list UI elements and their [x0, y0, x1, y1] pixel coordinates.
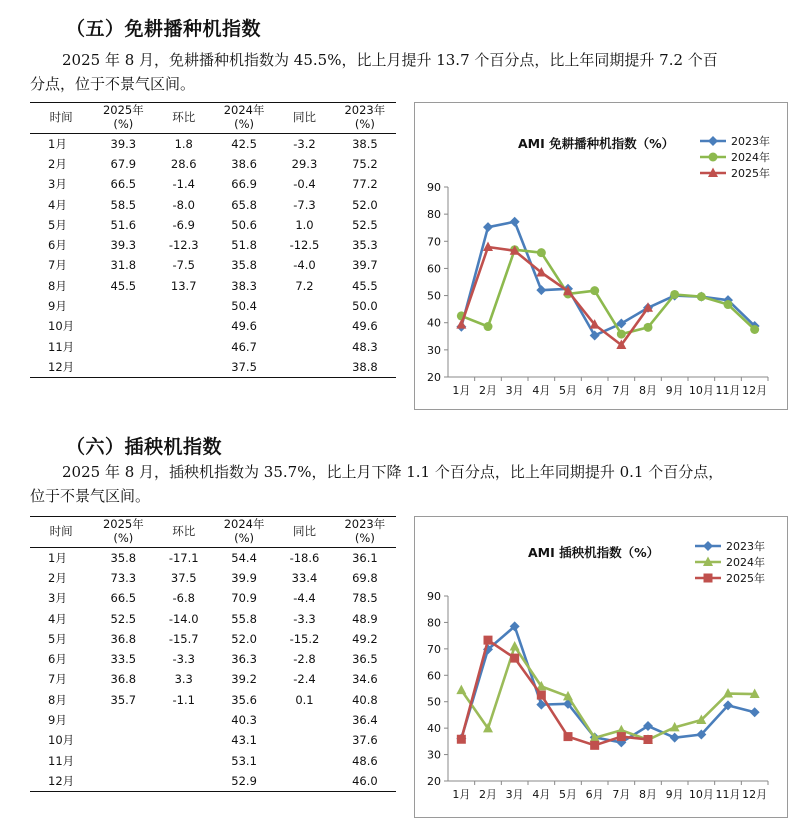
- value-cell: -6.9: [172, 217, 195, 232]
- month-cell: 3月: [48, 591, 67, 606]
- data-point: [456, 319, 466, 329]
- value-cell: 40.8: [352, 692, 378, 707]
- legend-label: 2023年: [726, 540, 765, 553]
- value-cell: 45.5: [110, 278, 137, 293]
- table-row: [30, 588, 396, 608]
- value-cell: 66.9: [231, 177, 257, 192]
- value-cell: -3.3: [172, 652, 195, 667]
- table-row: [30, 154, 396, 174]
- value-cell: 7.2: [295, 278, 314, 293]
- data-point: [590, 741, 599, 750]
- y-tick-label: 40: [427, 316, 441, 330]
- column-header: [275, 103, 334, 134]
- value-cell: 58.5: [110, 197, 137, 212]
- x-tick-label: 5月: [559, 788, 577, 801]
- y-tick-label: 60: [427, 262, 441, 276]
- column-header-label: 2023年: [344, 103, 386, 117]
- table-row: [30, 357, 396, 377]
- data-point: [590, 286, 599, 295]
- value-cell: [275, 296, 334, 316]
- data-point: [704, 574, 713, 583]
- x-tick-label: 8月: [639, 384, 657, 397]
- column-header-unit: (%): [354, 117, 375, 131]
- value-cell: -17.1: [168, 550, 199, 565]
- table-row: [30, 649, 396, 669]
- x-tick-label: 11月: [715, 788, 741, 801]
- value-cell: 39.9: [231, 570, 257, 585]
- month-cell: 12月: [30, 357, 92, 377]
- y-tick-label: 40: [427, 722, 441, 736]
- value-cell: 48.3: [352, 339, 378, 354]
- section-title-rice-transplanter: （六）插秧机指数: [66, 436, 223, 458]
- month-cell: 8月: [48, 692, 67, 707]
- table-row: [30, 568, 396, 588]
- value-cell: 39.2: [231, 672, 257, 687]
- series-line: [461, 626, 754, 742]
- data-point: [457, 735, 466, 744]
- month-cell: 6月: [48, 238, 67, 253]
- x-tick-label: 5月: [559, 384, 577, 397]
- month-cell: 1月: [48, 136, 67, 151]
- value-cell: 48.6: [352, 753, 378, 768]
- value-cell: 38.3: [231, 278, 257, 293]
- value-cell: 66.5: [110, 591, 137, 606]
- x-tick-label: 2月: [479, 384, 497, 397]
- value-cell: 40.3: [231, 713, 257, 728]
- value-cell: 37.6: [352, 733, 378, 748]
- value-cell: 50.0: [352, 299, 378, 314]
- rice-transplanter-index-table: [30, 516, 396, 792]
- value-cell: -18.6: [289, 550, 320, 565]
- column-header-label: 时间: [49, 524, 73, 538]
- value-cell: -4.4: [293, 591, 316, 606]
- y-tick-label: 20: [427, 775, 441, 788]
- y-tick-label: 50: [427, 289, 441, 303]
- value-cell: -7.5: [172, 258, 195, 273]
- value-cell: 69.8: [352, 570, 378, 585]
- value-cell: -8.0: [172, 197, 195, 212]
- data-point: [697, 292, 706, 301]
- value-cell: -15.2: [289, 631, 320, 646]
- month-cell: 5月: [48, 217, 67, 232]
- data-point: [483, 222, 493, 232]
- column-header: [30, 517, 92, 548]
- month-cell: 4月: [48, 611, 67, 626]
- table-row: [30, 134, 396, 154]
- value-cell: [275, 710, 334, 730]
- table-row: [30, 316, 396, 336]
- month-cell: 10月: [48, 319, 75, 334]
- y-tick-label: 90: [427, 590, 441, 603]
- value-cell: -1.4: [172, 177, 195, 192]
- value-cell: [92, 750, 154, 770]
- value-cell: 36.8: [110, 631, 137, 646]
- value-cell: [154, 316, 213, 336]
- month-cell: 7月: [48, 672, 67, 687]
- x-tick-label: 6月: [585, 384, 604, 397]
- data-point: [456, 685, 466, 695]
- x-tick-label: 12月: [742, 788, 768, 801]
- value-cell: [275, 771, 334, 791]
- table-row: [30, 710, 396, 730]
- value-cell: 46.0: [334, 771, 396, 791]
- column-header-label: 2025年: [102, 103, 144, 117]
- rice-transplanter-chart: [414, 516, 788, 818]
- column-header-unit: (%): [113, 117, 134, 131]
- value-cell: 35.3: [352, 238, 378, 253]
- value-cell: [275, 336, 334, 356]
- value-cell: 51.6: [110, 217, 137, 232]
- value-cell: [92, 316, 154, 336]
- column-header: [275, 517, 334, 548]
- value-cell: 77.2: [352, 177, 378, 192]
- value-cell: 34.6: [352, 672, 378, 687]
- value-cell: [154, 710, 213, 730]
- x-tick-label: 10月: [688, 788, 714, 801]
- x-tick-label: 9月: [665, 788, 684, 801]
- value-cell: [92, 771, 154, 791]
- value-cell: 67.9: [110, 156, 137, 171]
- column-header-label: 同比: [292, 110, 316, 124]
- column-header: [334, 517, 396, 548]
- value-cell: 52.5: [110, 611, 137, 626]
- chart-title: AMI 免耕播种机指数（%）: [518, 136, 675, 151]
- value-cell: 65.8: [231, 197, 257, 212]
- y-tick-label: 80: [427, 616, 441, 630]
- x-tick-label: 6月: [585, 788, 604, 801]
- table-row: [30, 669, 396, 689]
- value-cell: 36.1: [352, 550, 378, 565]
- value-cell: 46.7: [231, 339, 257, 354]
- column-header-label: 同比: [292, 524, 316, 538]
- month-cell: 8月: [48, 278, 67, 293]
- value-cell: 53.1: [231, 753, 257, 768]
- y-tick-label: 20: [427, 371, 441, 384]
- x-tick-label: 10月: [688, 384, 714, 397]
- column-header: [92, 517, 154, 548]
- value-cell: -7.3: [293, 197, 316, 212]
- table-row: [30, 771, 396, 791]
- value-cell: 1.8: [174, 136, 193, 151]
- value-cell: 0.1: [295, 692, 314, 707]
- month-cell: 9月: [48, 299, 67, 314]
- month-cell: 3月: [48, 177, 67, 192]
- table-row: [30, 296, 396, 316]
- series-line: [461, 250, 754, 334]
- value-cell: 45.5: [352, 278, 378, 293]
- value-cell: -14.0: [168, 611, 199, 626]
- value-cell: 13.7: [170, 278, 197, 293]
- column-header-label: 环比: [172, 110, 196, 124]
- value-cell: 73.3: [110, 570, 137, 585]
- data-point: [484, 322, 493, 331]
- month-cell: 11月: [48, 339, 75, 354]
- value-cell: 52.5: [352, 217, 378, 232]
- column-header-label: 环比: [172, 524, 196, 538]
- value-cell: 70.9: [231, 591, 257, 606]
- value-cell: -0.4: [293, 177, 316, 192]
- value-cell: 35.7: [110, 692, 137, 707]
- x-tick-label: 11月: [715, 384, 741, 397]
- value-cell: [154, 336, 213, 356]
- value-cell: -12.3: [168, 238, 199, 253]
- table-row: [30, 730, 396, 750]
- legend-label: 2023年: [731, 135, 770, 148]
- column-header-unit: (%): [113, 531, 134, 545]
- month-cell: 4月: [48, 197, 67, 212]
- x-tick-label: 4月: [532, 788, 551, 801]
- column-header: [154, 103, 213, 134]
- data-point: [564, 732, 573, 741]
- x-tick-label: 2月: [479, 788, 497, 801]
- value-cell: -2.8: [293, 652, 316, 667]
- column-header-label: 2024年: [223, 103, 265, 117]
- data-point: [708, 136, 718, 146]
- paragraph-no-till-seeder: [30, 48, 790, 96]
- value-cell: 33.5: [110, 652, 137, 667]
- value-cell: 52.0: [352, 197, 378, 212]
- value-cell: [92, 357, 154, 377]
- x-tick-label: 7月: [612, 384, 631, 397]
- value-cell: 43.1: [231, 733, 257, 748]
- y-tick-label: 80: [427, 208, 441, 222]
- no-till-seeder-line-chart: [415, 103, 787, 409]
- value-cell: 29.3: [291, 156, 318, 171]
- value-cell: [92, 296, 154, 316]
- value-cell: [154, 750, 213, 770]
- month-cell: 5月: [48, 631, 67, 646]
- value-cell: 38.6: [231, 156, 257, 171]
- value-cell: 75.2: [352, 156, 378, 171]
- x-tick-label: 3月: [505, 788, 524, 801]
- x-tick-label: 7月: [612, 788, 631, 801]
- value-cell: 33.4: [291, 570, 318, 585]
- value-cell: [275, 357, 334, 377]
- month-cell: 2月: [48, 570, 67, 585]
- data-point: [709, 153, 718, 162]
- table-row: [30, 235, 396, 255]
- table-row: [30, 215, 396, 235]
- value-cell: [92, 336, 154, 356]
- paragraph-line: 分点，位于不景气区间。: [30, 75, 196, 93]
- y-tick-label: 50: [427, 695, 441, 709]
- no-till-seeder-index-table: [30, 102, 396, 378]
- table-row: [30, 548, 396, 568]
- data-point: [750, 707, 760, 717]
- data-point: [644, 735, 653, 744]
- column-header: [92, 103, 154, 134]
- data-point: [617, 732, 626, 741]
- value-cell: 55.8: [231, 611, 257, 626]
- value-cell: 52.9: [213, 771, 275, 791]
- legend-label: 2024年: [726, 556, 765, 569]
- data-point: [536, 285, 546, 295]
- table-row: [30, 276, 396, 296]
- month-cell: 9月: [48, 713, 67, 728]
- column-header: [334, 103, 396, 134]
- value-cell: -15.7: [168, 631, 199, 646]
- value-cell: 31.8: [110, 258, 137, 273]
- value-cell: 50.4: [231, 299, 257, 314]
- x-tick-label: 3月: [505, 384, 524, 397]
- data-point: [703, 541, 713, 551]
- data-point: [537, 248, 546, 257]
- table-row: [30, 336, 396, 356]
- x-tick-label: 4月: [532, 384, 551, 397]
- column-header: [30, 103, 92, 134]
- value-cell: 51.8: [231, 238, 257, 253]
- value-cell: [154, 357, 213, 377]
- month-cell: 11月: [48, 753, 75, 768]
- data-point: [510, 654, 519, 663]
- y-tick-label: 60: [427, 669, 441, 683]
- value-cell: [154, 771, 213, 791]
- data-point: [644, 323, 653, 332]
- value-cell: 38.5: [352, 136, 378, 151]
- month-cell: 7月: [48, 258, 67, 273]
- column-header-unit: (%): [234, 531, 255, 545]
- value-cell: 39.7: [352, 258, 378, 273]
- value-cell: [275, 730, 334, 750]
- month-cell: 12月: [30, 771, 92, 791]
- data-point: [724, 300, 733, 309]
- value-cell: 49.6: [352, 319, 378, 334]
- value-cell: 39.3: [110, 136, 137, 151]
- table-row: [30, 629, 396, 649]
- value-cell: 37.5: [213, 357, 275, 377]
- value-cell: 37.5: [170, 570, 197, 585]
- data-point: [510, 217, 520, 227]
- legend-label: 2025年: [731, 167, 770, 180]
- section-title-no-till-seeder: （五）免耕播种机指数: [66, 18, 262, 40]
- value-cell: [154, 296, 213, 316]
- table-header-row: [30, 517, 396, 548]
- y-tick-label: 30: [427, 343, 441, 357]
- table-row: [30, 255, 396, 275]
- table-row: [30, 174, 396, 194]
- y-tick-label: 70: [427, 235, 441, 249]
- value-cell: 28.6: [170, 156, 197, 171]
- value-cell: -2.4: [293, 672, 316, 687]
- data-point: [750, 325, 759, 334]
- value-cell: 1.0: [295, 217, 314, 232]
- value-cell: 35.6: [231, 692, 257, 707]
- data-point: [617, 330, 626, 339]
- data-point: [670, 290, 679, 299]
- y-tick-label: 70: [427, 642, 441, 656]
- x-tick-label: 8月: [639, 788, 657, 801]
- value-cell: -6.8: [172, 591, 195, 606]
- x-tick-label: 1月: [452, 384, 471, 397]
- value-cell: -3.3: [293, 611, 316, 626]
- value-cell: [154, 730, 213, 750]
- value-cell: 3.3: [174, 672, 193, 687]
- column-header: [154, 517, 213, 548]
- y-tick-label: 90: [427, 181, 441, 194]
- legend-label: 2025年: [726, 572, 765, 585]
- data-point: [510, 641, 520, 651]
- column-header-unit: (%): [234, 117, 255, 131]
- value-cell: 78.5: [352, 591, 378, 606]
- table-row: [30, 194, 396, 214]
- x-tick-label: 12月: [742, 384, 768, 397]
- value-cell: [275, 316, 334, 336]
- column-header-label: 2025年: [102, 517, 144, 531]
- chart-title: AMI 插秧机指数（%）: [528, 545, 660, 560]
- table-header-row: [30, 103, 396, 134]
- value-cell: 35.8: [110, 550, 137, 565]
- column-header-label: 2024年: [223, 517, 265, 531]
- value-cell: 35.8: [231, 258, 257, 273]
- value-cell: 48.9: [352, 611, 378, 626]
- value-cell: 36.4: [352, 713, 378, 728]
- value-cell: -3.2: [293, 136, 316, 151]
- month-cell: 2月: [48, 156, 67, 171]
- value-cell: 38.8: [334, 357, 396, 377]
- paragraph-line: 位于不景气区间。: [30, 487, 151, 505]
- column-header-unit: (%): [354, 531, 375, 545]
- value-cell: 42.5: [231, 136, 257, 151]
- paragraph-line: 2025 年 8 月，插秧机指数为 35.7%，比上月下降 1.1 个百分点，比上年同期提升 0.1 个百分点，: [62, 463, 724, 481]
- column-header: [213, 103, 275, 134]
- value-cell: 52.0: [231, 631, 257, 646]
- month-cell: 10月: [48, 733, 75, 748]
- no-till-seeder-chart: [414, 102, 788, 410]
- value-cell: 54.4: [231, 550, 257, 565]
- value-cell: -1.1: [172, 692, 195, 707]
- value-cell: 50.6: [231, 217, 257, 232]
- value-cell: 49.2: [352, 631, 378, 646]
- data-point: [670, 733, 680, 743]
- value-cell: [92, 730, 154, 750]
- paragraph-line: 2025 年 8 月，免耕播种机指数为 45.5%，比上月提升 13.7 个百分点，比上年同期提升 7.2 个百: [62, 51, 718, 69]
- x-tick-label: 1月: [452, 788, 471, 801]
- column-header: [213, 517, 275, 548]
- value-cell: [275, 750, 334, 770]
- table-row: [30, 690, 396, 710]
- value-cell: 36.3: [231, 652, 257, 667]
- value-cell: 39.3: [110, 238, 137, 253]
- x-tick-label: 9月: [665, 384, 684, 397]
- data-point: [590, 330, 600, 340]
- value-cell: [92, 710, 154, 730]
- data-point: [537, 691, 546, 700]
- data-point: [484, 636, 493, 645]
- column-header-label: 2023年: [344, 517, 386, 531]
- y-tick-label: 30: [427, 748, 441, 762]
- value-cell: -12.5: [289, 238, 320, 253]
- table-row: [30, 750, 396, 770]
- value-cell: -4.0: [293, 258, 316, 273]
- value-cell: 66.5: [110, 177, 137, 192]
- column-header-label: 时间: [49, 110, 73, 124]
- paragraph-rice-transplanter: [30, 460, 790, 508]
- value-cell: 36.5: [352, 652, 378, 667]
- value-cell: 49.6: [231, 319, 257, 334]
- month-cell: 6月: [48, 652, 67, 667]
- month-cell: 1月: [48, 550, 67, 565]
- legend-label: 2024年: [731, 151, 770, 164]
- table-row: [30, 608, 396, 628]
- rice-transplanter-line-chart: [415, 517, 787, 817]
- value-cell: 36.8: [110, 672, 137, 687]
